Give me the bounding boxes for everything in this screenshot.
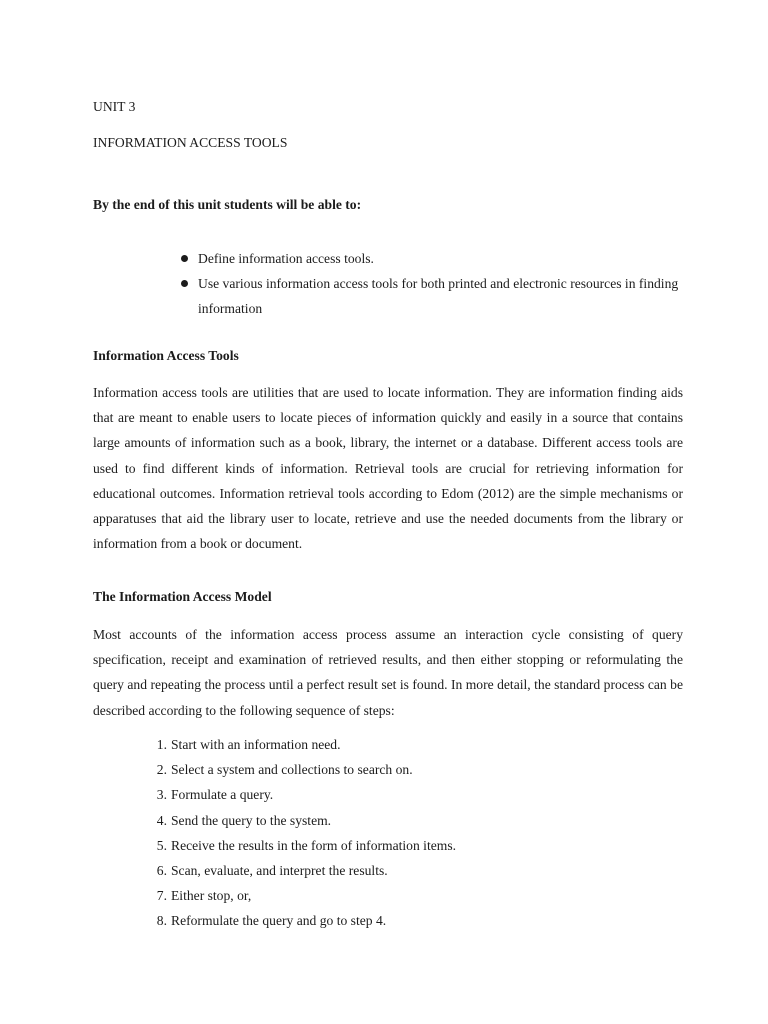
unit-subtitle: INFORMATION ACCESS TOOLS — [93, 135, 288, 150]
bullet-icon — [181, 280, 188, 287]
step-text: Receive the results in the form of information items. — [171, 837, 457, 853]
objectives-list — [93, 246, 683, 321]
section-heading-information-access-tools: Information Access Tools — [93, 348, 239, 363]
step-number: 1. — [156, 737, 167, 752]
unit-title: UNIT 3 — [93, 99, 136, 114]
step-text: Scan, evaluate, and interpret the results. — [171, 862, 388, 878]
list-item — [93, 908, 683, 933]
list-item — [93, 757, 683, 782]
objectives-heading: By the end of this unit students will be able to: — [93, 197, 362, 212]
list-item — [93, 782, 683, 807]
step-text: Send the query to the system. — [171, 812, 332, 828]
list-item — [93, 833, 683, 858]
step-number: 6. — [156, 862, 167, 878]
step-text: Start with an information need. — [171, 737, 341, 752]
document-page — [93, 0, 683, 1024]
paragraph-information-access-model: Most accounts of the information access process assume an interaction cycle consisting of query specification, receipt and examination of retrieved results, and then either stopping or reformulating the query and repeating the process until a perfect result set is found. In more detail, the standard process can be described according to the following sequence of steps: — [93, 627, 683, 718]
list-item — [93, 808, 683, 833]
list-item — [93, 732, 683, 757]
step-number: 5. — [156, 837, 167, 853]
paragraph-information-access-tools: Information access tools are utilities that are used to locate information. They are information finding aids that are meant to enable users to locate pieces of information quickly and easily in a source that contains large amounts of information such as a book, library, the internet or a database. Different access tools are used to find different kinds of information. Retrieval tools are crucial for retrieving information for educational outcomes. Information retrieval tools according to Edom (2012) are the simple mechanisms or apparatuses that aid the library user to locate, retrieve and use the needed documents from the library or information from a book or document. — [93, 385, 683, 552]
list-item — [93, 858, 683, 883]
list-item — [93, 271, 683, 321]
step-text: Reformulate the query and go to step 4. — [171, 913, 387, 929]
step-text: Formulate a query. — [171, 787, 274, 803]
list-item-text: Define information access tools. — [198, 251, 374, 266]
step-number: 4. — [156, 812, 167, 828]
step-number: 7. — [156, 888, 167, 904]
section-heading-information-access-model: The Information Access Model — [93, 589, 272, 604]
list-item — [93, 883, 683, 908]
step-number: 8. — [156, 913, 167, 929]
steps-list — [93, 732, 683, 934]
step-number: 2. — [156, 762, 167, 778]
bullet-icon — [181, 255, 188, 262]
step-text: Either stop, or, — [171, 888, 252, 904]
list-item-text: Use various information access tools for both printed and electronic resources in finding information — [198, 276, 679, 316]
list-item — [93, 246, 683, 271]
step-text: Select a system and collections to search on. — [171, 762, 413, 778]
step-number: 3. — [156, 787, 167, 803]
